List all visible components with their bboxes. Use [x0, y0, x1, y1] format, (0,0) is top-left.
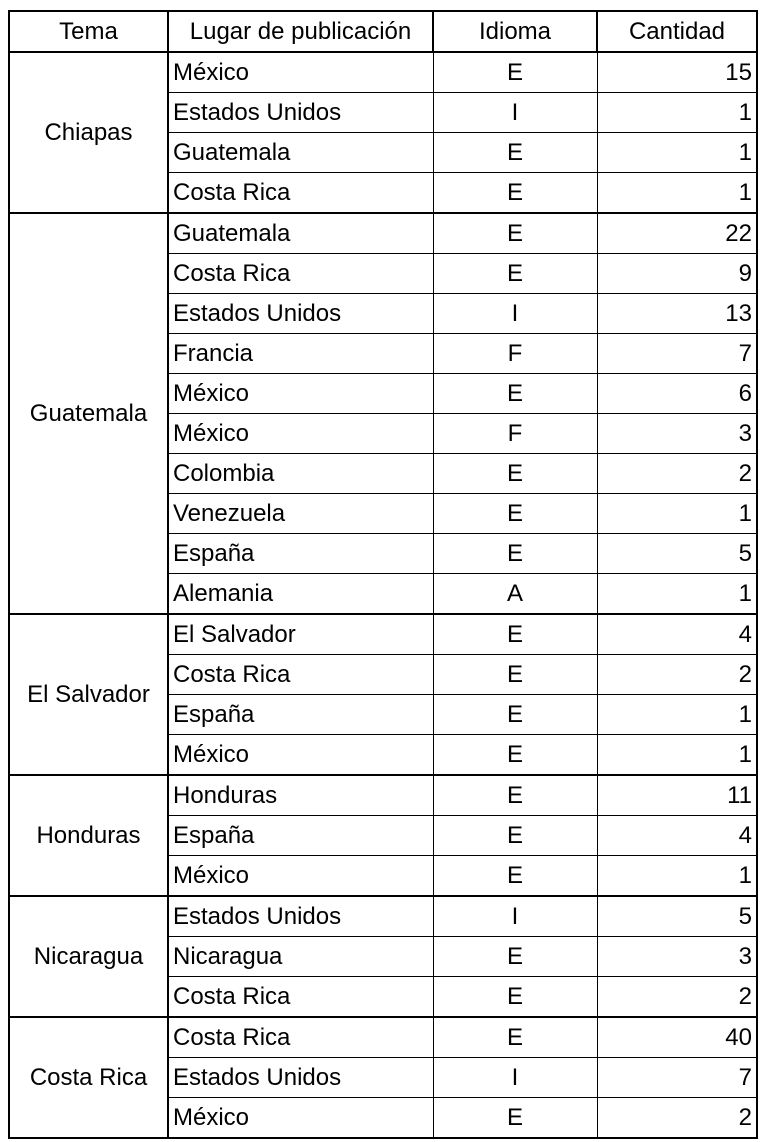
cantidad-cell: 7: [597, 334, 757, 374]
idioma-cell: E: [433, 735, 597, 776]
idioma-cell: E: [433, 977, 597, 1018]
idioma-cell: I: [433, 93, 597, 133]
cantidad-cell: 1: [597, 735, 757, 776]
idioma-cell: F: [433, 334, 597, 374]
lugar-cell: El Salvador: [168, 614, 433, 655]
lugar-cell: México: [168, 374, 433, 414]
cantidad-cell: 1: [597, 574, 757, 615]
table-body: [9, 52, 757, 1138]
lugar-cell: España: [168, 695, 433, 735]
cantidad-cell: 1: [597, 856, 757, 897]
lugar-cell: Estados Unidos: [168, 93, 433, 133]
cantidad-cell: 1: [597, 93, 757, 133]
lugar-cell: Costa Rica: [168, 977, 433, 1018]
header-lugar: Lugar de publicación: [168, 11, 433, 52]
lugar-cell: Francia: [168, 334, 433, 374]
cantidad-cell: 1: [597, 173, 757, 214]
publication-table-container: [8, 10, 758, 1139]
lugar-cell: Colombia: [168, 454, 433, 494]
header-tema: Tema: [9, 11, 168, 52]
lugar-cell: Venezuela: [168, 494, 433, 534]
tema-cell: Chiapas: [9, 52, 168, 213]
cantidad-cell: 22: [597, 213, 757, 254]
idioma-cell: E: [433, 454, 597, 494]
lugar-cell: Estados Unidos: [168, 1058, 433, 1098]
tema-cell: Costa Rica: [9, 1017, 168, 1138]
lugar-cell: Nicaragua: [168, 937, 433, 977]
cantidad-cell: 3: [597, 937, 757, 977]
lugar-cell: México: [168, 1098, 433, 1139]
idioma-cell: E: [433, 534, 597, 574]
idioma-cell: E: [433, 1098, 597, 1139]
cantidad-cell: 1: [597, 695, 757, 735]
cantidad-cell: 5: [597, 896, 757, 937]
lugar-cell: Guatemala: [168, 213, 433, 254]
tema-cell: El Salvador: [9, 614, 168, 775]
table-row: [9, 52, 757, 93]
cantidad-cell: 3: [597, 414, 757, 454]
cantidad-cell: 5: [597, 534, 757, 574]
idioma-cell: I: [433, 896, 597, 937]
tema-cell: Guatemala: [9, 213, 168, 614]
cantidad-cell: 11: [597, 775, 757, 816]
cantidad-cell: 6: [597, 374, 757, 414]
table-row: [9, 896, 757, 937]
idioma-cell: I: [433, 1058, 597, 1098]
lugar-cell: Costa Rica: [168, 254, 433, 294]
header-idioma: Idioma: [433, 11, 597, 52]
cantidad-cell: 7: [597, 1058, 757, 1098]
lugar-cell: España: [168, 816, 433, 856]
idioma-cell: E: [433, 614, 597, 655]
cantidad-cell: 2: [597, 1098, 757, 1139]
idioma-cell: E: [433, 695, 597, 735]
idioma-cell: E: [433, 937, 597, 977]
table-header: [9, 11, 757, 52]
lugar-cell: México: [168, 735, 433, 776]
idioma-cell: E: [433, 173, 597, 214]
idioma-cell: F: [433, 414, 597, 454]
cantidad-cell: 1: [597, 494, 757, 534]
cantidad-cell: 2: [597, 655, 757, 695]
lugar-cell: Estados Unidos: [168, 294, 433, 334]
idioma-cell: E: [433, 254, 597, 294]
lugar-cell: Estados Unidos: [168, 896, 433, 937]
lugar-cell: Costa Rica: [168, 1017, 433, 1058]
idioma-cell: E: [433, 1017, 597, 1058]
publication-table: [8, 10, 758, 1139]
tema-cell: Nicaragua: [9, 896, 168, 1017]
idioma-cell: E: [433, 374, 597, 414]
header-row: [9, 11, 757, 52]
lugar-cell: México: [168, 414, 433, 454]
idioma-cell: E: [433, 494, 597, 534]
idioma-cell: E: [433, 856, 597, 897]
cantidad-cell: 1: [597, 133, 757, 173]
cantidad-cell: 15: [597, 52, 757, 93]
table-row: [9, 614, 757, 655]
cantidad-cell: 9: [597, 254, 757, 294]
idioma-cell: I: [433, 294, 597, 334]
cantidad-cell: 2: [597, 454, 757, 494]
table-row: [9, 775, 757, 816]
idioma-cell: E: [433, 213, 597, 254]
cantidad-cell: 2: [597, 977, 757, 1018]
idioma-cell: E: [433, 655, 597, 695]
table-row: [9, 213, 757, 254]
lugar-cell: Alemania: [168, 574, 433, 615]
lugar-cell: México: [168, 856, 433, 897]
cantidad-cell: 4: [597, 816, 757, 856]
idioma-cell: E: [433, 775, 597, 816]
lugar-cell: España: [168, 534, 433, 574]
cantidad-cell: 40: [597, 1017, 757, 1058]
cantidad-cell: 4: [597, 614, 757, 655]
tema-cell: Honduras: [9, 775, 168, 896]
lugar-cell: Costa Rica: [168, 173, 433, 214]
cantidad-cell: 13: [597, 294, 757, 334]
idioma-cell: E: [433, 816, 597, 856]
lugar-cell: Guatemala: [168, 133, 433, 173]
idioma-cell: E: [433, 52, 597, 93]
idioma-cell: A: [433, 574, 597, 615]
lugar-cell: Costa Rica: [168, 655, 433, 695]
idioma-cell: E: [433, 133, 597, 173]
lugar-cell: Honduras: [168, 775, 433, 816]
table-row: [9, 1017, 757, 1058]
header-cantidad: Cantidad: [597, 11, 757, 52]
lugar-cell: México: [168, 52, 433, 93]
